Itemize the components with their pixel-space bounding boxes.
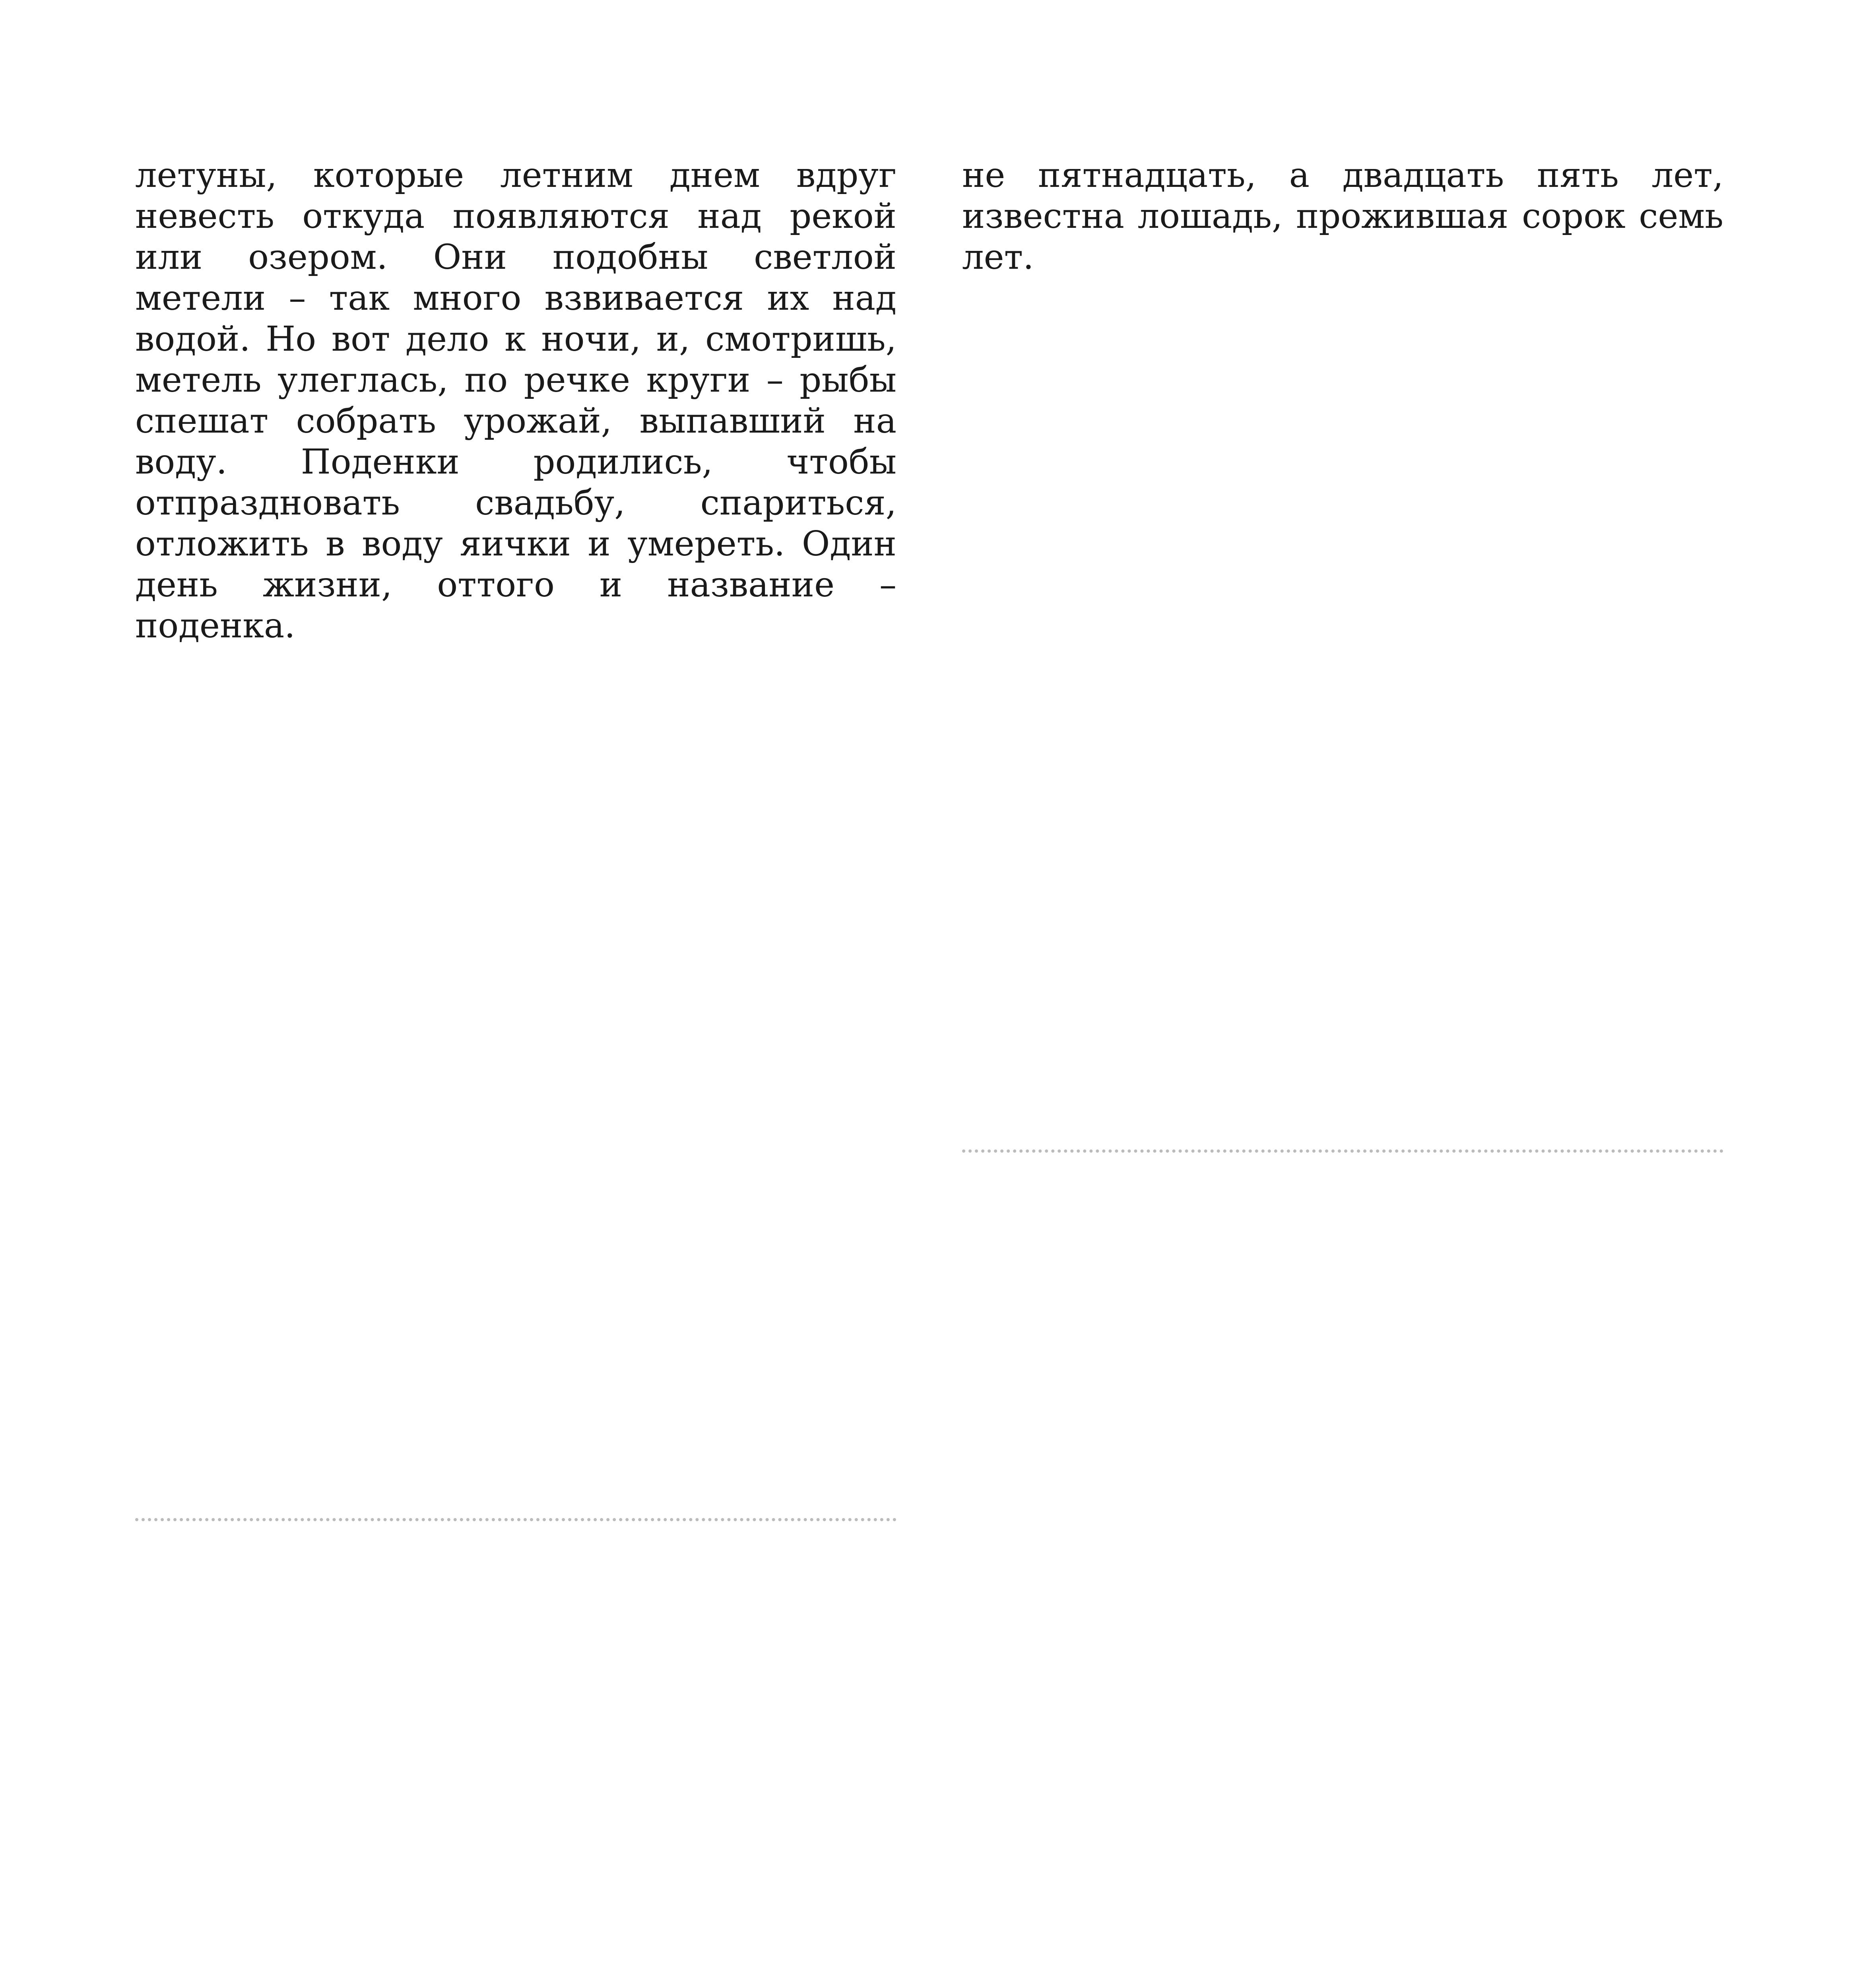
paragraph: летуны, которые летним днем вдруг невесть откуда появляются над рекой или озером. Они подобны светлой метели – так много взвивается их над водой. Но вот дело к ночи, и, смотришь, метель улеглась, по речке круги – рыбы спешат собрать урожай, выпавший на воду. Поденки родились, чтобы отпраздновать свадьбу, спариться, отложить в воду яички и умереть. Один день жизни, оттого и название – поденка. [135,155,897,646]
paragraph: не пятнадцать, а двадцать пять лет, известна лошадь, прожившая сорок семь лет. [962,155,1723,277]
omitted-content [962,283,1723,1988]
text-column-right [962,155,1723,1988]
text-column-left [135,155,897,1988]
omitted-content [135,651,897,1988]
